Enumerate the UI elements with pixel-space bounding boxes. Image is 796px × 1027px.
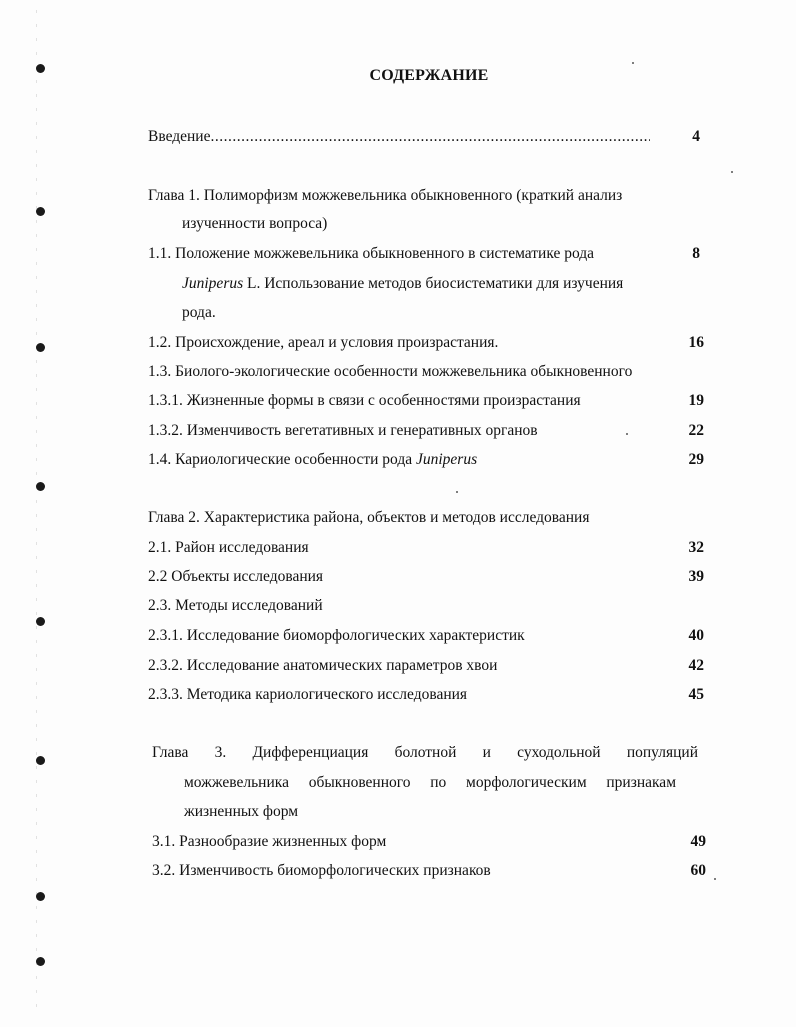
toc-entry: 2.3. Методы исследований (148, 597, 323, 614)
scan-speck (456, 491, 458, 493)
toc-entry: 1.2. Происхождение, ареал и условия произрастания. (148, 334, 499, 351)
toc-entry: 2.1. Район исследования (148, 539, 309, 556)
toc-entry: 2.3.2. Исследование анатомических параметров хвои (148, 657, 498, 674)
binding-hole (36, 207, 45, 216)
toc-entry: 2.3.1. Исследование биоморфологических характеристик (148, 627, 525, 644)
page-title: СОДЕРЖАНИЕ (369, 67, 489, 84)
scan-speck (731, 171, 733, 173)
binding-hole (36, 957, 45, 966)
toc-entry: 2.3.3. Методика кариологического исследования (148, 686, 468, 703)
toc-page-number: 45 (688, 686, 704, 703)
toc-entry: 3.1. Разнообразие жизненных форм (152, 833, 387, 850)
toc-entry: 3.2. Изменчивость биоморфологических признаков (152, 862, 491, 879)
binding-hole (36, 892, 45, 901)
scan-speck (626, 433, 628, 435)
dot-leader (210, 127, 650, 147)
toc-entry: 1.3. Биолого-экологические особенности можжевельника обыкновенного (148, 363, 633, 380)
toc-entry-label: Введение (148, 128, 211, 145)
scan-speck (714, 878, 716, 880)
toc-page-number: 40 (688, 627, 704, 644)
toc-entry: 1.3.1. Жизненные формы в связи с особенностями произрастания (148, 392, 581, 409)
binding-hole (36, 482, 45, 491)
toc-entry-intro (148, 127, 650, 147)
toc-page-number: 22 (688, 422, 704, 439)
toc-entry: 1.3.2. Изменчивость вегетативных и генеративных органов (148, 422, 538, 439)
toc-page-number: 29 (688, 451, 704, 468)
chapter-heading: Глава 3. Дифференциация болотной и суходольной популяций (152, 744, 698, 761)
toc-entry: 2.2 Объекты исследования (148, 568, 324, 585)
genus-name: Juniperus (182, 275, 244, 292)
chapter-heading-continued: изученности вопроса) (182, 215, 328, 232)
toc-entry-continued (182, 274, 623, 294)
toc-page-number: 39 (688, 568, 704, 585)
chapter-heading-continued: жизненных форм (184, 803, 299, 820)
toc-page-number: 16 (688, 334, 704, 351)
toc-page-number: 42 (688, 657, 704, 674)
toc-entry (148, 450, 477, 470)
binding-hole (36, 617, 45, 626)
binding-hole (36, 756, 45, 765)
toc-entry: 1.1. Положение можжевельника обыкновенного в систематике рода (148, 245, 595, 262)
chapter-heading: Глава 1. Полиморфизм можжевельника обыкновенного (краткий анализ (148, 187, 623, 204)
toc-page-number: 32 (688, 539, 704, 556)
toc-page-number: 4 (692, 128, 700, 145)
toc-entry-text: L. Использование методов биосистематики для изучения (243, 275, 624, 292)
toc-entry-text: 1.4. Кариологические особенности рода (148, 451, 416, 468)
page-edge (36, 10, 37, 1010)
toc-page-number: 49 (690, 833, 706, 850)
chapter-heading: Глава 2. Характеристика района, объектов и методов исследования (148, 509, 590, 526)
toc-entry-continued: рода. (182, 304, 216, 321)
toc-page-number: 60 (690, 862, 706, 879)
toc-page-number: 19 (688, 392, 704, 409)
toc-page-number: 8 (692, 245, 700, 262)
genus-name: Juniperus (415, 451, 478, 468)
scan-speck (632, 62, 634, 64)
chapter-heading-continued: можжевельника обыкновенного по морфологическим признакам (184, 774, 676, 791)
binding-hole (36, 343, 45, 352)
